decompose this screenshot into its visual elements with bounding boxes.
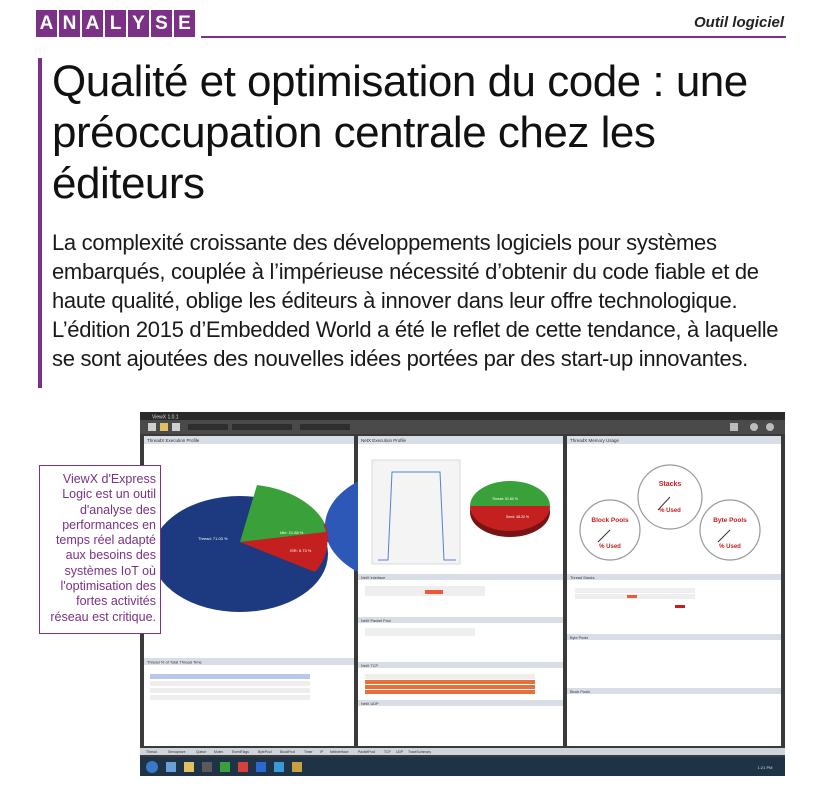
table-row[interactable] xyxy=(365,690,535,694)
tab-tracesummary[interactable]: TraceSummary xyxy=(408,750,432,754)
taskbar-icon[interactable] xyxy=(202,762,212,772)
folder-icon[interactable] xyxy=(184,762,194,772)
panel-title: NetX Execution Profile xyxy=(361,438,407,443)
pie-small-label: Send: 48.20 % xyxy=(506,515,529,519)
save-icon[interactable] xyxy=(172,423,180,431)
rubric-label: Outil logiciel xyxy=(693,14,784,31)
gauge-label: Block Pools xyxy=(591,517,629,524)
tab-eventflags[interactable]: EventFlags xyxy=(232,750,249,754)
tab-udp[interactable]: UDP xyxy=(396,750,404,754)
tab-queue[interactable]: Queue xyxy=(196,750,207,754)
tab-ip[interactable]: IP xyxy=(320,750,324,754)
gauge-stacks xyxy=(638,465,702,529)
section-title: Thread Stacks xyxy=(570,576,595,580)
section-title: Block Pools xyxy=(570,690,590,694)
toolbar-field[interactable] xyxy=(188,424,228,430)
gauge-block-pools xyxy=(580,500,640,560)
pie-label-isr: ISR: 6.73 % xyxy=(290,548,312,553)
gauge-label: Stacks xyxy=(658,481,682,488)
brand-letter: Y xyxy=(128,10,149,37)
brand-letter: N xyxy=(59,10,80,37)
table-row[interactable] xyxy=(150,674,310,679)
section-title: NetX TCP xyxy=(361,664,379,668)
brand-letter: L xyxy=(105,10,126,37)
tab-bytepool[interactable]: BytePool xyxy=(258,750,272,754)
panel-header xyxy=(358,574,563,580)
gauge-label: Byte Pools xyxy=(713,517,747,524)
panel-header xyxy=(567,574,781,580)
tab-mutex[interactable]: Mutex xyxy=(214,750,224,754)
toolbar-icon[interactable] xyxy=(148,423,156,431)
table-row[interactable] xyxy=(150,681,310,686)
section-brand xyxy=(36,10,195,37)
pie-label-idle: Idle: 21.88 % xyxy=(280,530,304,535)
tab-tcp[interactable]: TCP xyxy=(384,750,391,754)
panel-header xyxy=(358,662,563,668)
tab-semaphore[interactable]: Semaphore xyxy=(168,750,186,754)
taskbar-icon[interactable] xyxy=(292,762,302,772)
gauge-unit: % Used xyxy=(599,544,621,550)
software-screenshot xyxy=(140,412,785,776)
section-title: NetX Interface xyxy=(361,576,386,580)
screenshot-drawing xyxy=(140,412,785,776)
taskbar-icon[interactable] xyxy=(238,762,248,772)
brand-letter: E xyxy=(174,10,195,37)
title-accent-bar xyxy=(38,58,42,388)
section-title: Thread % of Total Thread Time xyxy=(147,659,202,665)
throughput-chart xyxy=(372,460,460,564)
taskbar xyxy=(140,757,785,776)
taskbar-icon[interactable] xyxy=(256,762,266,772)
tab-netinterface[interactable]: NetInterface xyxy=(330,750,349,754)
help-icon[interactable] xyxy=(766,423,774,431)
brand-letter: A xyxy=(36,10,57,37)
toolbar-field[interactable] xyxy=(300,424,350,430)
window-title: ViewX 1.0.1 xyxy=(152,414,179,421)
section-title: Byte Pools xyxy=(570,636,589,640)
brand-letter: A xyxy=(82,10,103,37)
table-row[interactable] xyxy=(365,680,535,684)
table-row[interactable] xyxy=(365,628,475,636)
window-titlebar xyxy=(140,412,785,420)
brand-letter: S xyxy=(151,10,172,37)
panel-header xyxy=(567,688,781,694)
header-rule xyxy=(201,36,786,38)
tab-packetpool[interactable]: PacketPool xyxy=(358,750,376,754)
gauge-byte-pools xyxy=(700,500,760,560)
table-row[interactable] xyxy=(150,695,310,700)
gauge-unit: % Used xyxy=(659,508,681,514)
figure-caption: ViewX d'Express Logic est un outil d'analyse des performances en temps réel adapté aux besoins des systèmes IoT où l'optimisation des fortes activités réseau est critique. xyxy=(39,465,161,634)
folder-icon[interactable] xyxy=(160,423,168,431)
gear-icon[interactable] xyxy=(750,423,758,431)
toolbar-field[interactable] xyxy=(232,424,292,430)
panel-title: ThreadX Memory Usage xyxy=(570,438,620,443)
taskbar-icon[interactable] xyxy=(274,762,284,772)
tab-thread[interactable]: Thread xyxy=(146,750,157,754)
taskbar-clock: 1:21 PM xyxy=(757,765,773,770)
table-row[interactable] xyxy=(150,688,310,693)
taskbar-icon[interactable] xyxy=(166,762,176,772)
highlight-cell xyxy=(627,595,637,598)
gauge-unit: % Used xyxy=(719,544,741,550)
table-row[interactable] xyxy=(365,674,535,679)
article-title: Qualité et optimisation du code : une préoccupation centrale chez les éditeurs xyxy=(52,57,748,208)
tab-timer[interactable]: Timer xyxy=(304,750,313,754)
panel-header xyxy=(358,700,563,706)
pie-label-thread: Thread: 71.03 % xyxy=(198,536,228,541)
highlight-cell xyxy=(675,605,685,608)
panel-title: ThreadX Execution Profile xyxy=(147,438,200,443)
start-icon[interactable] xyxy=(146,761,158,773)
table-row[interactable] xyxy=(575,588,695,593)
tab-blockpool[interactable]: BlockPool xyxy=(280,750,296,754)
panel-header xyxy=(567,634,781,640)
article-lead: La complexité croissante des développements logiciels pour systèmes embarqués, couplée à l’impérieuse nécessité d’obtenir du code fiable et de haute qualité, oblige les éditeurs à innover dans leur offre technologique. L’édition 2015 d’Embedded World a été le reflet de cette tendance, à laquelle se sont ajoutées des nouvelles idées portées par des start-up innovantes. xyxy=(52,230,779,371)
pie-small-label: Thread: 51.80 % xyxy=(492,497,518,501)
table-row[interactable] xyxy=(365,685,535,689)
section-title: NetX Packet Pool xyxy=(361,619,391,623)
section-title: NetX UDP xyxy=(361,702,379,706)
highlight-cell xyxy=(425,590,443,594)
search-icon[interactable] xyxy=(730,423,738,431)
section-header xyxy=(36,8,786,40)
taskbar-icon[interactable] xyxy=(220,762,230,772)
